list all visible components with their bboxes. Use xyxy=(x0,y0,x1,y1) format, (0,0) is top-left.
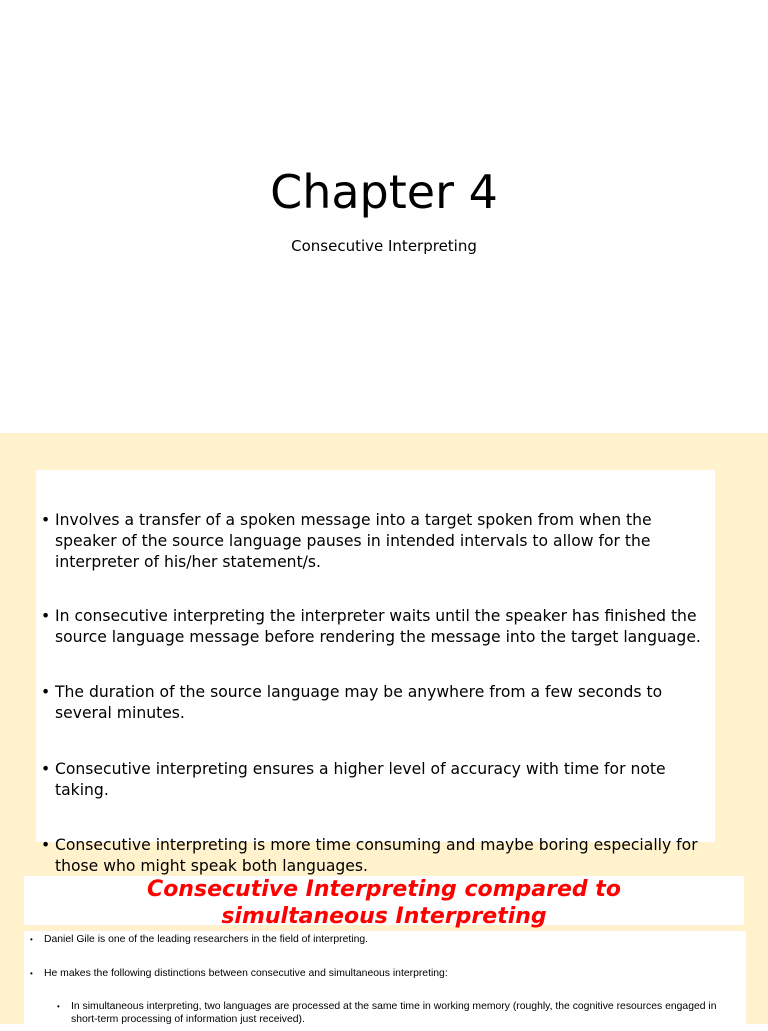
bullet-slide xyxy=(0,433,768,1024)
item-text: He makes the following distinctions between consecutive and simultaneous interpreting: xyxy=(44,968,448,979)
item-text: Daniel Gile is one of the leading researchers in the field of interpreting. xyxy=(44,934,369,945)
comparison-title-box xyxy=(24,876,744,929)
comparison-title-line2: simultaneous Interpreting xyxy=(221,904,547,929)
bullet-dot-icon: • xyxy=(41,836,51,854)
comparison-body xyxy=(24,931,746,1031)
chapter-subtitle: Consecutive Interpreting xyxy=(291,237,477,255)
bullet-dot-icon: • xyxy=(41,607,51,625)
list-item xyxy=(36,759,708,801)
bullet-card xyxy=(36,470,715,875)
list-item xyxy=(36,606,708,648)
bullet-text: The duration of the source language may be anywhere from a few seconds to several minutes. xyxy=(55,683,663,722)
comparison-title-line1: Consecutive Interpreting compared to xyxy=(147,877,621,902)
list-item xyxy=(30,933,734,946)
list-item xyxy=(36,682,708,724)
list-item xyxy=(57,1000,731,1026)
bullet-dot-icon: • xyxy=(57,1002,60,1011)
bullet-dot-icon: • xyxy=(30,969,33,978)
bullet-text: Consecutive interpreting ensures a higher level of accuracy with time for note taking. xyxy=(55,760,666,799)
bullet-dot-icon: • xyxy=(41,683,51,701)
bullet-text: Involves a transfer of a spoken message into a target spoken from when the speaker of the source language pauses in intended intervals to allow for the interpreter of his/her statement/s. xyxy=(55,511,652,571)
list-item xyxy=(30,967,734,980)
bullet-dot-icon: • xyxy=(41,511,51,529)
list-item xyxy=(36,510,708,573)
bullet-text: In consecutive interpreting the interpreter waits until the speaker has finished the source language message before rendering the message into the target language. xyxy=(55,607,701,646)
item-text: In simultaneous interpreting, two languages are processed at the same time in working memory (roughly, the cognitive resources engaged in short-term processing of information just received). xyxy=(71,1001,717,1025)
bullet-dot-icon: • xyxy=(41,760,51,778)
bullet-dot-icon: • xyxy=(30,935,33,944)
bullet-text: Consecutive interpreting is more time consuming and maybe boring especially for those who might speak both languages. xyxy=(55,836,698,875)
chapter-title: Chapter 4 xyxy=(270,165,498,219)
list-item xyxy=(36,835,708,877)
title-slide xyxy=(0,0,768,433)
